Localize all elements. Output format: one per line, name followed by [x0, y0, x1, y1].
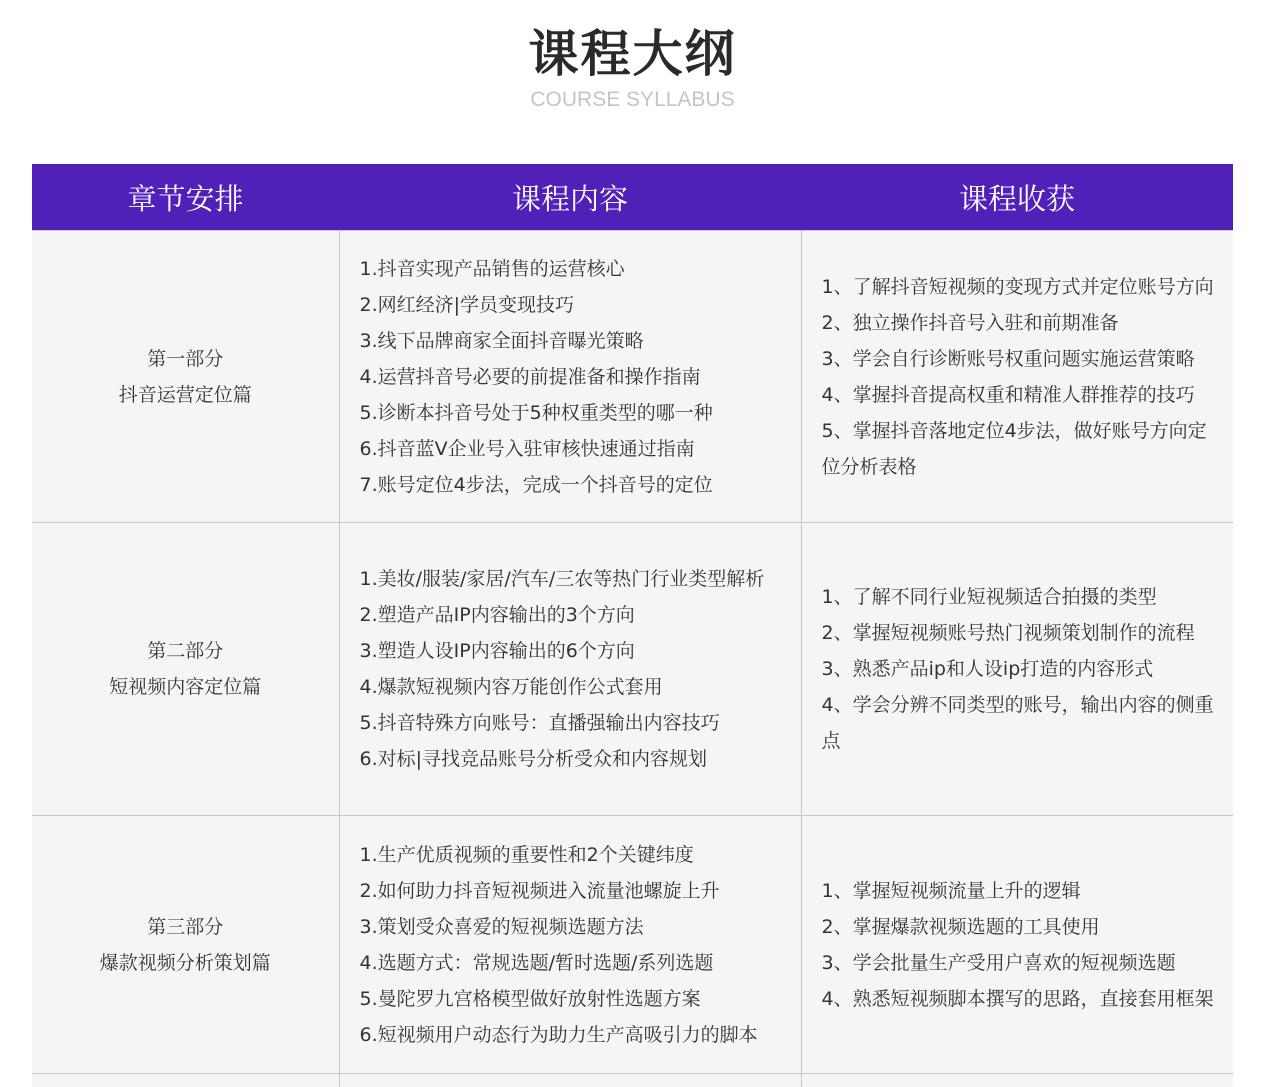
content-cell [339, 816, 801, 1074]
content-item: 4.爆款短视频内容万能创作公式套用 [359, 676, 663, 698]
chapter-part: 第二部分 [147, 640, 224, 662]
chapter-cell [32, 816, 339, 1074]
column-header-gain: 课程收获 [801, 164, 1233, 231]
content-item: 6.对标|寻找竞品账号分析受众和内容规划 [359, 748, 708, 770]
chapter-part: 第三部分 [147, 915, 224, 938]
column-header-chapter: 章节安排 [32, 164, 339, 231]
content-item: 3.塑造人设IP内容输出的6个方向 [359, 640, 635, 662]
gain-cell [801, 523, 1233, 816]
content-cell [339, 523, 801, 816]
content-item: 6.抖音蓝V企业号入驻审核快速通过指南 [359, 437, 695, 460]
chapter-name: 短视频内容定位篇 [109, 676, 262, 698]
gain-item: 2、掌握爆款视频选题的工具使用 [821, 915, 1100, 938]
chapter-name: 爆款视频分析策划篇 [99, 951, 271, 974]
column-header-content: 课程内容 [339, 164, 801, 231]
content-item: 3.策划受众喜爱的短视频选题方法 [359, 915, 644, 938]
table-row-partial [32, 1074, 1233, 1087]
gain-item: 3、学会自行诊断账号权重问题实施运营策略 [821, 347, 1195, 370]
content-item: 5.诊断本抖音号处于5种权重类型的哪一种 [359, 401, 713, 424]
content-cell [339, 231, 801, 523]
content-item: 4.运营抖音号必要的前提准备和操作指南 [359, 365, 701, 388]
gain-cell-partial [801, 1074, 1233, 1087]
gain-cell [801, 816, 1233, 1074]
content-item: 1.抖音实现产品销售的运营核心 [359, 257, 625, 280]
chapter-name: 抖音运营定位篇 [118, 383, 252, 406]
content-item: 2.如何助力抖音短视频进入流量池螺旋上升 [359, 879, 720, 902]
table-row [32, 231, 1233, 523]
syllabus-table [32, 164, 1233, 1087]
content-item: 5.抖音特殊方向账号：直播强输出内容技巧 [359, 712, 720, 734]
chapter-cell [32, 523, 339, 816]
gain-item: 3、熟悉产品ip和人设ip打造的内容形式 [821, 658, 1154, 680]
table-row [32, 523, 1233, 816]
gain-cell [801, 231, 1233, 523]
content-item: 1.生产优质视频的重要性和2个关键纬度 [359, 843, 694, 866]
gain-item: 4、熟悉短视频脚本撰写的思路，直接套用框架 [821, 987, 1214, 1010]
table-row [32, 816, 1233, 1074]
table-header-row [32, 164, 1233, 231]
gain-item: 2、独立操作抖音号入驻和前期准备 [821, 311, 1119, 334]
content-cell-partial [339, 1074, 801, 1087]
content-item: 3.线下品牌商家全面抖音曝光策略 [359, 329, 644, 352]
content-item: 1.美妆/服装/家居/汽车/三农等热门行业类型解析 [359, 568, 765, 590]
page-title: 课程大纲 [528, 25, 737, 83]
gain-item: 1、了解不同行业短视频适合拍摄的类型 [821, 586, 1157, 608]
content-item: 7.账号定位4步法，完成一个抖音号的定位 [359, 473, 713, 496]
gain-item: 5、掌握抖音落地定位4步法，做好账号方向定位分析表格 [821, 419, 1207, 478]
content-item: 5.曼陀罗九宫格模型做好放射性选题方案 [359, 987, 701, 1010]
content-item: 2.塑造产品IP内容输出的3个方向 [359, 604, 635, 626]
content-item: 2.网红经济|学员变现技巧 [359, 293, 575, 316]
chapter-part: 第一部分 [147, 347, 224, 370]
page-subtitle: COURSE SYLLABUS [530, 88, 735, 111]
gain-item: 1、了解抖音短视频的变现方式并定位账号方向 [821, 275, 1214, 298]
gain-item: 2、掌握短视频账号热门视频策划制作的流程 [821, 622, 1195, 644]
content-item: 6.短视频用户动态行为助力生产高吸引力的脚本 [359, 1023, 758, 1046]
content-item: 4.选题方式：常规选题/暂时选题/系列选题 [359, 951, 714, 974]
gain-item: 4、学会分辨不同类型的账号，输出内容的侧重点 [821, 694, 1214, 752]
gain-item: 1、掌握短视频流量上升的逻辑 [821, 879, 1081, 902]
gain-item: 3、学会批量生产受用户喜欢的短视频选题 [821, 951, 1176, 974]
chapter-cell [32, 231, 339, 523]
gain-item: 4、掌握抖音提高权重和精准人群推荐的技巧 [821, 383, 1195, 406]
chapter-cell-partial [32, 1074, 339, 1087]
